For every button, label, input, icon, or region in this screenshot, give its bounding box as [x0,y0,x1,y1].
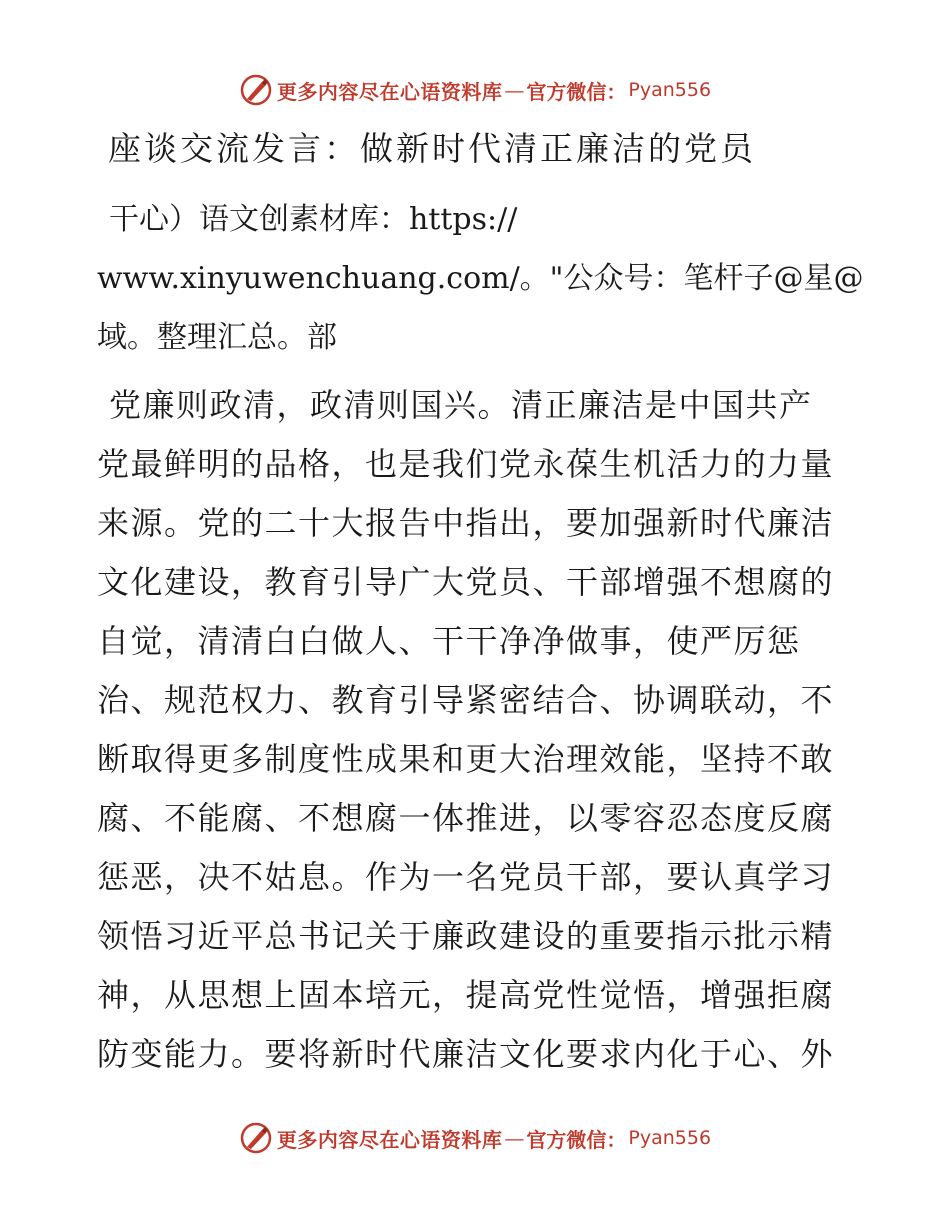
body-line: 治、规范权力、教育引导紧密结合、协调联动，不 [97,681,835,719]
footer-wechat-label: 官方微信： [526,1127,627,1152]
body-line: 惩恶，决不姑息。作为一名党员干部，要认真学习 [97,858,835,896]
body-paragraph [97,376,857,1084]
body-line: 腐、不能腐、不想腐一体推进，以零容忍态度反腐 [97,799,835,837]
header-brand-text: 更多内容尽在心语资料库 [276,79,503,104]
footer-wechat-id: Pyan556 [628,1127,712,1149]
header-separator: — [504,78,525,102]
source-line: 干心）语文创素材库：https:// [109,202,518,237]
source-line: www.xinyuwenchuang.com/。"公众号：笔杆子@星@ [97,261,864,296]
header-banner [0,70,950,110]
body-line: 党最鲜明的品格，也是我们党永葆生机活力的力量 [97,445,835,483]
source-line: 域。整理汇总。部 [97,320,337,355]
document-title: 座谈交流发言：做新时代清正廉洁的党员 [108,129,756,168]
body-line: 断取得更多制度性成果和更大治理效能，坚持不敢 [97,740,835,778]
body-line: 来源。党的二十大报告中指出，要加强新时代廉洁 [97,504,835,542]
header-wechat-label: 官方微信： [526,79,627,104]
body-line: 党廉则政清，政清则国兴。清正廉洁是中国共产 [109,386,813,424]
body-line: 神，从思想上固本培元，提高党性觉悟，增强拒腐 [97,976,835,1014]
footer-separator: — [504,1126,525,1150]
footer-brand-text: 更多内容尽在心语资料库 [276,1127,503,1152]
body-line: 防变能力。要将新时代廉洁文化要求内化于心、外 [97,1035,835,1073]
body-line: 文化建设，教育引导广大党员、干部增强不想腐的 [97,563,835,601]
body-line: 自觉，清清白白做人、干干净净做事，使严厉惩 [97,622,801,660]
source-block [97,190,864,367]
footer-banner [0,1118,950,1158]
header-wechat-id: Pyan556 [628,79,712,101]
pen-logo-icon [239,73,273,107]
pen-logo-icon [239,1121,273,1155]
body-line: 领悟习近平总书记关于廉政建设的重要指示批示精 [97,917,835,955]
